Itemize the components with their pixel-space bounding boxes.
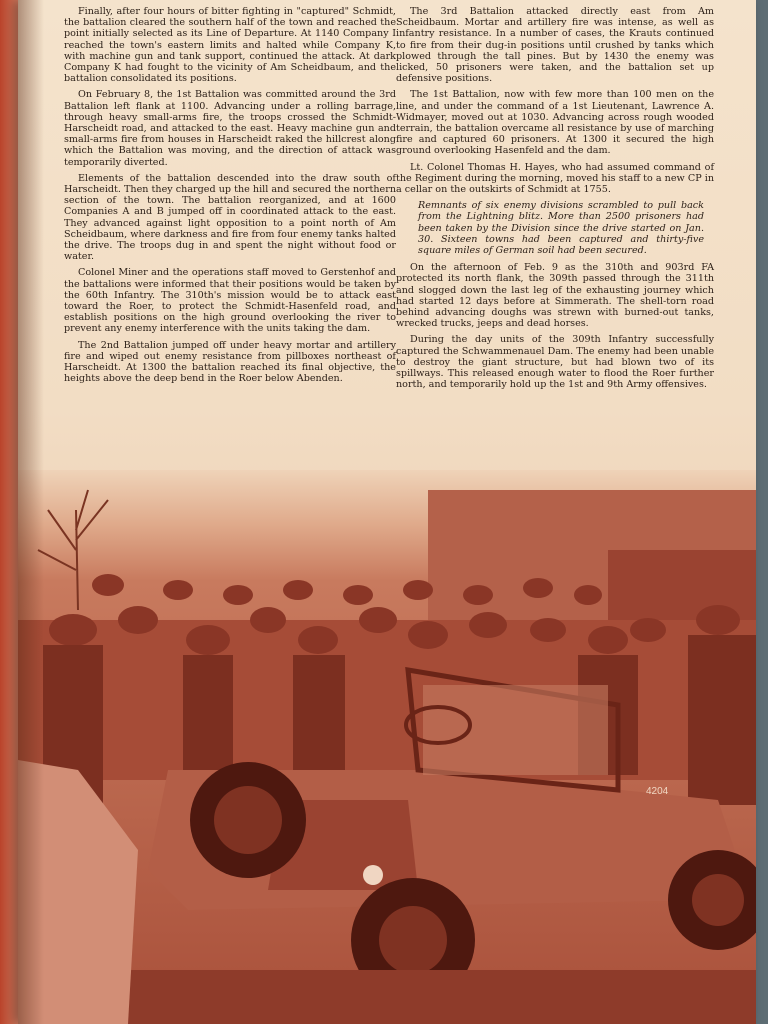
paragraph: Lt. Colonel Thomas H. Hayes, who had assumed command of the Regiment during the morning, moved his staff to a new CP in a cellar on the outskirts of Schmidt at 1755. (396, 161, 714, 196)
jeep-number: 4204 (646, 786, 669, 797)
jeep-star (363, 865, 383, 885)
paragraph: Colonel Miner and the operations staff moved to Gerstenhof and the battalions were informed that their positions would be taken by the 60th Infantry. The 310th's mission would be to attack east toward the Roer, to protect the Schmidt-Hasenfeld road, and establish positions on the high ground overlooking the river to prevent any enemy interference with the units taking the dam. (64, 267, 396, 335)
page-gutter-shadow (18, 0, 44, 1024)
right-text-column (396, 6, 714, 396)
paragraph: On February 8, the 1st Battalion was committed around the 3rd Battalion left flank at 1100. Advancing under a rolling barrage, through heavy small-arms fire, the troops crossed the Schmidt-Harscheidt road, and attacked to the east. Heavy machine gun and small-arms fire from houses in Harscheidt raked the hillcrest along which the Battalion was moving, and the direction of attack was temporarily diverted. (64, 89, 396, 168)
war-photograph (18, 470, 756, 1024)
magazine-page (18, 0, 756, 1024)
paragraph: During the day units of the 309th Infantry successfully captured the Schwammenauel Dam. The enemy had been unable to destroy the giant structure, but had blown two of its spillways. This released enough water to flood the Roer further north, and temporarily hold up the 1st and 9th Army offensives. (396, 334, 714, 391)
pull-quote: Remnants of six enemy divisions scrambled to pull back from the Lightning blitz. More than 2500 prisoners had been taken by the Division since the drive started on Jan. 30. Sixteen towns had been captured and thirty-five square miles of German soil had been secured. (418, 200, 704, 257)
paragraph: The 2nd Battalion jumped off under heavy mortar and artillery fire and wiped out enemy resistance from pillboxes northeast of Harscheidt. At 1300 the battalion reached its final objective, the heights above the deep bend in the Roer below Abenden. (64, 339, 396, 385)
paragraph: Elements of the battalion descended into the draw south of Harscheidt. Then they charged up the hill and secured the northern section of the town. The battalion reorganized, and at 1600 Companies A and B jumped off in coordinated attack to the east. They advanced against light opposition to a point north of Am Scheidbaum, where darkness and fire from four enemy tanks halted the drive. The troops dug in and spent the night without food or water. (64, 172, 396, 263)
paragraph: On the afternoon of Feb. 9 as the 310th and 903rd FA protected its north flank, the 309th passed through the 311th and slogged down the last leg of the exhausting journey which had started 12 days before at Simmerath. The shell-torn road behind advancing doughs was strewn with burned-out tanks, wrecked trucks, jeeps and dead horses. (396, 262, 714, 330)
paragraph: Finally, after four hours of bitter fighting in "captured" Schmidt, the battalion cleared the southern half of the town and reached the point initially selected as its Line of Departure. At 1140 Company I reached the town's eastern limits and halted while Company K, with machine gun and tank support, continued the attack. At dark Company K had fought to the vicinity of Am Scheidbaum, and the battalion consolidated its positions. (64, 6, 396, 85)
paragraph: The 3rd Battalion attacked directly east from Am Scheidbaum. Mortar and artillery fire was intense, as well as infantry resistance. In a number of cases, the Krauts continued to fire from their dug-in positions until crushed by tanks which plowed through the tall pines. But by 1430 the enemy was licked, 50 prisoners were taken, and the battalion set up defensive positions. (396, 6, 714, 85)
left-text-column (64, 6, 396, 390)
paragraph: The 1st Battalion, now with few more than 100 men on the line, and under the command of a 1st Lieutenant, Lawrence A. Widmayer, moved out at 1030. Advancing across rough wooded terrain, the battalion overcame all resistance by use of marching fire and captured 60 prisoners. At 1300 it secured the high ground overlooking Hasenfeld and the dam. (396, 89, 714, 157)
